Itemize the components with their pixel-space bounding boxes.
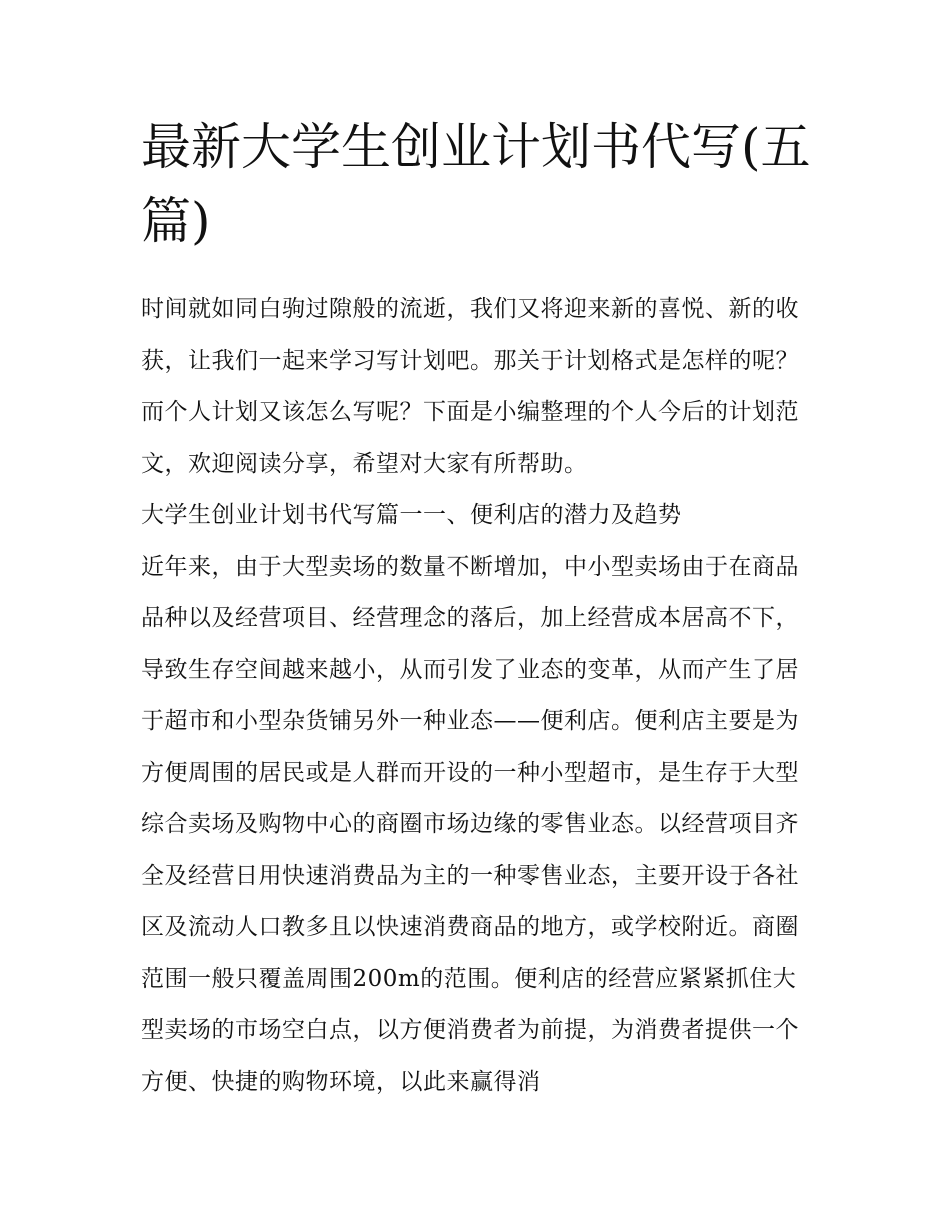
document-title: 最新大学生创业计划书代写(五篇) [141,118,811,250]
section-heading: 大学生创业计划书代写篇一一、便利店的潜力及趋势 [141,502,682,528]
body-paragraph: 近年来，由于大型卖场的数量不断增加，中小型卖场由于在商品品种以及经营项目、经营理念的落后，加上经营成本居高不下，导致生存空间越来越小，从而引发了业态的变革，从而产生了居于超市和小型杂货铺另外一种业态——便利店。便利店主要是为方便周围的居民或是人群而开设的一种小型超市，是生存于大型综合卖场及购物中心的商圈市场边缘的零售业态。以经营项目齐全及经营日用快速消费品为主的一种零售业态，主要开设于各社区及流动人口教多且以快速消费商品的地方，或学校附近。商圈范围一般只覆盖周围200m的范围。便利店的经营应紧紧抓住大型卖场的市场空白点，以方便消费者为前提，为消费者提供一个方便、快捷的购物环境，以此来赢得消 [141,553,799,1095]
intro-paragraph: 时间就如同白驹过隙般的流逝，我们又将迎来新的喜悦、新的收获，让我们一起来学习写计划吧。那关于计划格式是怎样的呢？而个人计划又该怎么写呢？下面是小编整理的个人今后的计划范文，欢迎阅读分享，希望对大家有所帮助。 [141,296,799,477]
document-content [141,110,813,1108]
